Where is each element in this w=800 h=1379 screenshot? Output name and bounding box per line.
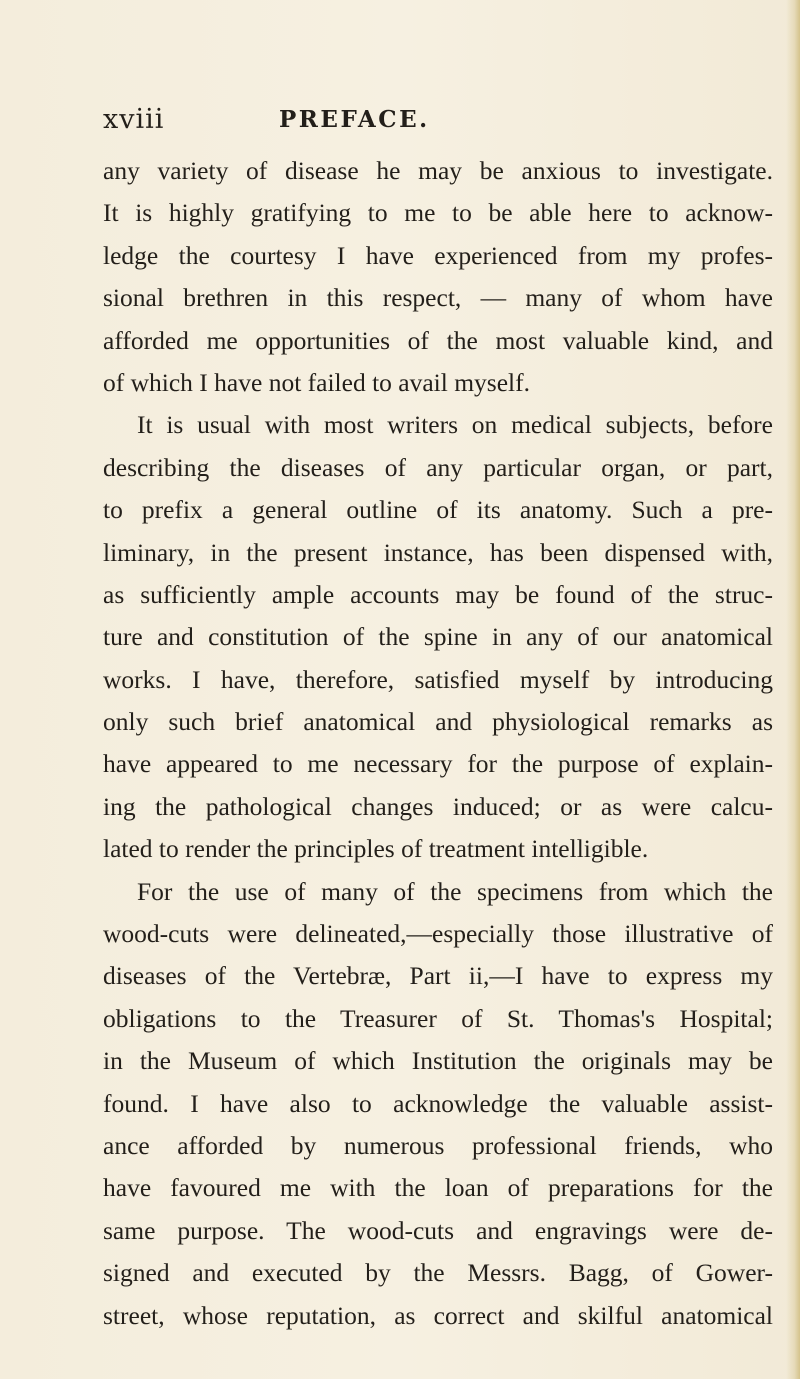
text-line: of which I have not failed to avail myself. bbox=[103, 367, 530, 397]
text-line: For the use of many of the specimens from which the bbox=[137, 876, 773, 906]
text-line: works. I have, therefore, satisfied myself by introducing bbox=[103, 664, 773, 694]
text-line: It is highly gratifying to me to be able here to acknow- bbox=[103, 198, 773, 228]
page-edge-shadow bbox=[786, 0, 800, 1379]
text-line: lated to render the principles of treatment intelligible. bbox=[103, 834, 649, 864]
text-line: have appeared to me necessary for the purpose of explain- bbox=[103, 749, 773, 779]
text-line: any variety of disease he may be anxious to investigate. bbox=[103, 156, 773, 185]
text-line: have favoured me with the loan of preparations for the bbox=[103, 1173, 773, 1203]
text-line: as sufficiently ample accounts may be found of the struc- bbox=[103, 579, 773, 609]
text-line: wood-cuts were delineated,—especially those illustrative of bbox=[103, 919, 773, 949]
text-line: liminary, in the present instance, has been dispensed with, bbox=[103, 537, 773, 567]
text-line: It is usual with most writers on medical subjects, before bbox=[137, 410, 773, 440]
text-line: to prefix a general outline of its anatomy. Such a pre- bbox=[103, 495, 773, 525]
text-line: ing the pathological changes induced; or as were calcu- bbox=[103, 791, 773, 821]
text-line: afforded me opportunities of the most valuable kind, and bbox=[103, 325, 773, 355]
text-line: found. I have also to acknowledge the valuable assist- bbox=[103, 1088, 773, 1118]
running-title: PREFACE. bbox=[279, 106, 430, 133]
text-line: same purpose. The wood-cuts and engravings were de- bbox=[103, 1215, 773, 1245]
text-line: sional brethren in this respect, — many of whom have bbox=[103, 283, 773, 313]
text-line: signed and executed by the Messrs. Bagg, of Gower- bbox=[103, 1258, 773, 1288]
preface-body bbox=[103, 150, 773, 1337]
text-line: ledge the courtesy I have experienced from my profes- bbox=[103, 240, 773, 270]
page-number: xviii bbox=[103, 104, 165, 135]
text-line: describing the diseases of any particular organ, or part, bbox=[103, 452, 773, 482]
text-line: ance afforded by numerous professional friends, who bbox=[103, 1130, 773, 1160]
text-line: ture and constitution of the spine in any of our anatomical bbox=[103, 622, 773, 652]
page-header bbox=[103, 100, 723, 140]
text-line: obligations to the Treasurer of St. Thomas's Hospital; bbox=[103, 1003, 773, 1033]
text-line: only such brief anatomical and physiological remarks as bbox=[103, 707, 773, 737]
text-line: diseases of the Vertebræ, Part ii,—I have to express my bbox=[103, 961, 773, 991]
text-line: street, whose reputation, as correct and skilful anatomical bbox=[103, 1300, 773, 1330]
text-line: in the Museum of which Institution the originals may be bbox=[103, 1046, 773, 1076]
